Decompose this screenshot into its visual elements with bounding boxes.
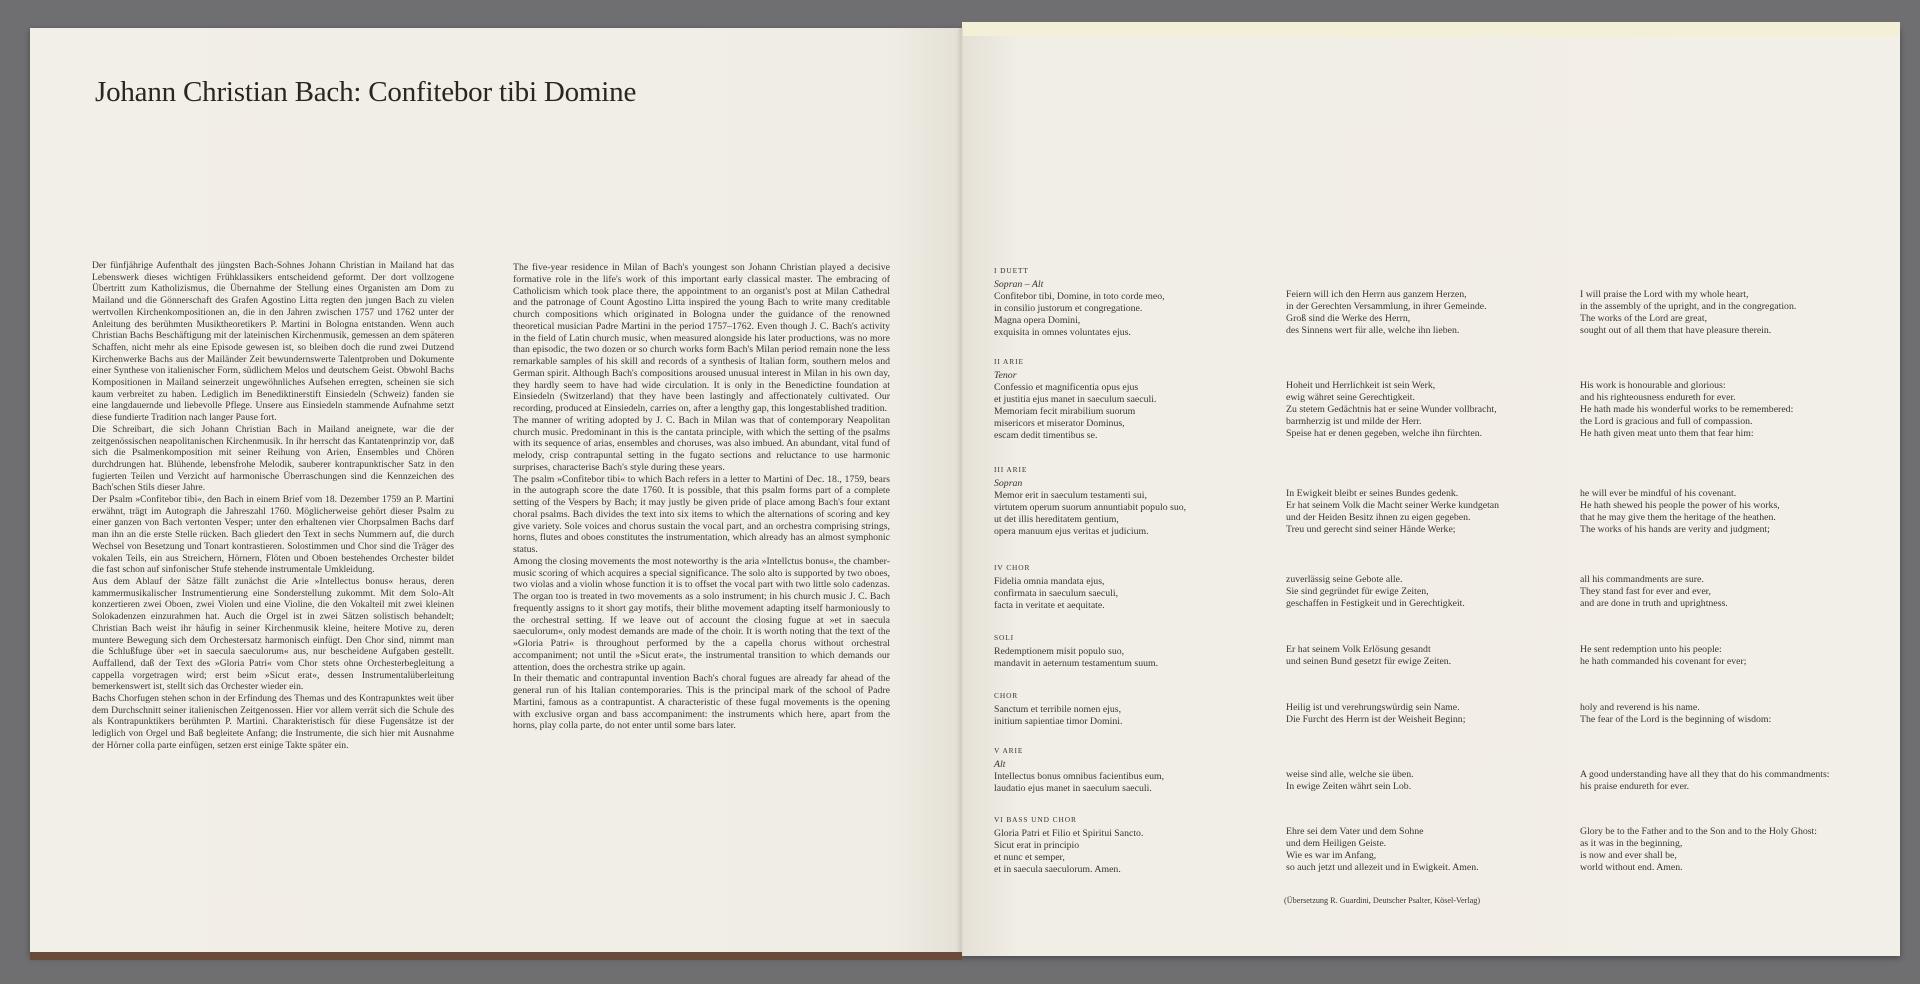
english-line: I will praise the Lord with my whole heart,	[1580, 289, 1749, 300]
latin-line: Redemptionem misit populo suo,	[994, 646, 1125, 657]
german-line: und seinen Bund gesetzt für ewige Zeiten.	[1286, 656, 1452, 667]
german-line: Treu und gerecht sind seiner Hände Werke;	[1286, 524, 1456, 535]
german-block	[1286, 769, 1546, 793]
movement-heading: III ARIE	[994, 465, 1028, 474]
german-paragraph: Aus dem Ablauf der Sätze fällt zunächst die Arie »Intellectus bonus« heraus, deren kammermusikalischer Instrumentierung eine Sonderstellung zukommt. Mit dem Solo-Alt konzertieren zwei Oboen, zwei Violen und eine Violine, die den Vokalteil mit zwei kleinen Solokadenzen einzurahmen hat. Auch die Orgel ist in zwei Sätzen solistisch behandelt; Christian Bach weist ihr häufig in seiner Kirchenmusik kleine, heitere Motive zu, deren muntere Bewegung sich dem Orchestersatz harmonisch einfügt. Den Chor sind, nimmt man die Schlußfuge über »et in saecula saeculorum« aus, nur bescheidene Aufgaben gestellt. Auffallend, daß der Text des »Gloria Patri« vom Chor stets ohne Orchesterbegleitung a cappella vorgetragen wird; erst beim »Sicut erat«, dessen Instrumentalüberleitung bemerkenswert ist, stellt sich das Orchester wieder ein.	[92, 575, 454, 693]
english-line: His work is honourable and glorious:	[1580, 380, 1726, 391]
latin-line: in consilio justorum et congregatione.	[994, 303, 1143, 314]
german-line: Die Furcht des Herrn ist der Weisheit Beginn;	[1286, 714, 1466, 725]
english-line: Glory be to the Father and to the Son and to the Holy Ghost:	[1580, 826, 1817, 837]
english-line: his praise endureth for ever.	[1580, 781, 1690, 792]
english-line: He sent redemption unto his people:	[1580, 644, 1722, 655]
english-line: is now and ever shall be,	[1580, 850, 1677, 861]
latin-line: escam dedit timentibus se.	[994, 430, 1098, 441]
english-line: in the assembly of the upright, and in the congregation.	[1580, 301, 1797, 312]
latin-line: laudatio ejus manet in saeculum saeculi.	[994, 783, 1152, 794]
english-paragraph: The psalm »Confitebor tibi« to which Bach refers in a letter to Martini of Dec. 18., 1759, bears in the autograph score the date 1760. It is possible, that this psalm forms part of a complete setting of the Vespers by Bach; it may justly be given pride of place among Bach's four extant choral psalms. Bach divides the text into six items to which the alternations of scoring and key give variety. Sole voices and chorus sustain the vocal part, and an orchestra comprising strings, horns, flutes and oboes constitutes the instrumentation, which already has an almost symphonic status.	[513, 473, 890, 555]
english-line: The works of the Lord are great,	[1580, 313, 1708, 324]
german-line: In Ewigkeit bleibt er seines Bundes gedenk.	[1286, 488, 1459, 499]
latin-line: Intellectus bonus omnibus facientibus eum,	[994, 771, 1165, 782]
english-line: world without end. Amen.	[1580, 862, 1683, 873]
german-block	[1286, 574, 1546, 610]
german-line: Er hat seinem Volk Erlösung gesandt	[1286, 644, 1431, 655]
english-block	[1580, 826, 1880, 874]
german-line: geschaffen in Festigkeit und in Gerechtigkeit.	[1286, 598, 1465, 609]
latin-line: et justitia ejus manet in saeculum saeculi.	[994, 394, 1157, 405]
latin-block	[994, 632, 1264, 670]
english-line: holy and reverend is his name.	[1580, 702, 1700, 713]
voice-label: Sopran	[994, 478, 1023, 489]
latin-block	[994, 464, 1264, 538]
english-paragraph: The five-year residence in Milan of Bach's youngest son Johann Christian played a decisive formative role in the life's work of this important early classical master. The embracing of Catholicism which took place there, the appointment to an organist's post at Milan Cathedral and the patronage of Count Agostino Litta inspired the young Bach to write many creditable church compositions which originated in Bologna under the guidance of the renowned theoretical musician Padre Martini in the period 1757–1762. Even though J. C. Bach's activity in the field of Latin church music, when measured alongside his later productions, was no more than episodic, the two dozen or so church works form Bach's Milan period remain none the less remarkable samples of his skill and records of a synthesis of Italian form, southern melos and German spirit. Although Bach's compositions aroused unusual interest in Milan in his own day, they hardly seem to have had wide circulation. It is only in the Benedictine foundation at Einsiedeln (Switzerland) that they have been lastingly and affectionately cultivated. Our recording, produced at Einsiedeln, carries on, after a lengthy gap, this longestablished tradition.	[513, 262, 890, 414]
german-line: Groß sind die Werke des Herrn,	[1286, 313, 1411, 324]
english-line: that he may give them the heritage of the heathen.	[1580, 512, 1776, 523]
german-block	[1286, 826, 1546, 874]
german-paragraph: Der fünfjährige Aufenthalt des jüngsten Bach-Sohnes Johann Christian in Mailand hat das Lebenswerk dieses wichtigen Frühklassikers entscheidend geformt. Der dort vollzogene Übertritt zum Katholizismus, die Übernahme der Stellung eines Organisten am Dom zu Mailand und die Gönnerschaft des Grafen Agostino Litta regten den jungen Bach zu vielen wertvollen Kirchenkompositionen an, die in den Jahren zwischen 1757 und 1762 unter der Anleitung des berühmten Musiktheoretikers P. Martini in Bologna entstanden. Wenn auch Christian Bachs Beschäftigung mit der lateinischen Kirchenmusik, gemessen an dem späteren Schaffen, nicht mehr als eine Episode gewesen ist, so bleiben doch die rund zwei Dutzend Kirchenwerke Bachs aus der Mailänder Zeit bewundernswerte Talentproben und Dokumente einer Synthese von italienischer Form, südlichem Melos und deutschem Geist. Obwohl Bachs Kompositionen in Mailand seinerzeit ungewöhnliches Aufsehen erregten, scheinen sie sich kaum verbreitet zu haben. Lediglich im Benediktinerstift Einsiedeln (Schweiz) fanden sie eine langdauernde und liebevolle Pflege. Unsere aus Einsiedeln stammende Aufnahme setzt diese fundierte Tradition nach langer Pause fort.	[92, 260, 454, 424]
german-line: barmherzig ist und milde der Herr.	[1286, 416, 1422, 427]
latin-line: et nunc et semper,	[994, 852, 1065, 863]
german-line: in der Gerechten Versammlung, in ihrer Gemeinde.	[1286, 301, 1487, 312]
english-line: all his commandments are sure.	[1580, 574, 1704, 585]
english-line: The fear of the Lord is the beginning of wisdom:	[1580, 714, 1772, 725]
latin-line: Sicut erat in principio	[994, 840, 1080, 851]
german-block	[1286, 289, 1546, 337]
english-line: They stand fast for ever and ever,	[1580, 586, 1711, 597]
german-block	[1286, 380, 1546, 440]
german-line: so auch jetzt und allezeit und in Ewigkeit. Amen.	[1286, 862, 1479, 873]
english-paragraph: In their thematic and contrapuntal invention Bach's choral fugues are already far ahead of the general run of his Italian contemporaries. This is the principal mark of the school of Padre Martini, famous as a contrapuntist. A characteristic of these fugal movements is the opening with exclusive organ and bass accompaniment: the instruments which here, apart from the horns, play colla parte, do not enter until some bars later.	[513, 673, 890, 732]
english-paragraph: The manner of writing adopted by J. C. Bach in Milan was that of contemporary Neapolitan church music. Predominant in this is the cantata principle, with which the setting of the psalms with its sequence of arias, ensembles and choruses, was also imbued. An abundant, vital fund of melody, crisp contrapuntal setting in the fugato sections and reluctance to use harmonic surprises, characterise Bach's style during these years.	[513, 414, 890, 473]
latin-block	[994, 690, 1264, 728]
german-block	[1286, 702, 1546, 726]
english-block	[1580, 488, 1880, 536]
voice-label: Alt	[994, 759, 1006, 770]
english-block	[1580, 769, 1880, 793]
latin-line: Memor erit in saeculum testamenti sui,	[994, 490, 1147, 501]
german-line: weise sind alle, welche sie üben.	[1286, 769, 1414, 780]
german-line: Er hat seinem Volk die Macht seiner Werke kundgetan	[1286, 500, 1500, 511]
translation-credit: (Übersetzung R. Guardini, Deutscher Psalter, Kösel-Verlag)	[1284, 896, 1481, 905]
movement-heading: VI BASS UND CHOR	[994, 815, 1077, 824]
latin-block	[994, 562, 1264, 612]
english-line: and are done in truth and uprightness.	[1580, 598, 1728, 609]
german-line: ewig währet seine Gerechtigkeit.	[1286, 392, 1415, 403]
german-line: Hoheit und Herrlichkeit ist sein Werk,	[1286, 380, 1436, 391]
german-block	[1286, 488, 1546, 536]
german-line: In ewige Zeiten währt sein Lob.	[1286, 781, 1412, 792]
page-fold	[959, 28, 963, 956]
english-block	[1580, 644, 1880, 668]
english-block	[1580, 702, 1880, 726]
movement-heading: CHOR	[994, 691, 1019, 700]
german-line: Speise hat er denen gegeben, welche ihn fürchten.	[1286, 428, 1483, 439]
latin-line: virtutem operum suorum annuntiabit populo suo,	[994, 502, 1187, 513]
german-line: und der Heiden Besitz ihnen zu eigen gegeben.	[1286, 512, 1471, 523]
english-line: The works of his hands are verity and judgment;	[1580, 524, 1770, 535]
german-line: Heilig ist und verehrungswürdig sein Name.	[1286, 702, 1460, 713]
english-line: he hath commanded his covenant for ever;	[1580, 656, 1747, 667]
cover-edge	[30, 952, 962, 960]
latin-block	[994, 356, 1264, 442]
latin-line: misericors et miserator Dominus,	[994, 418, 1125, 429]
german-paragraph: Der Psalm »Confitebor tibi«, den Bach in einem Brief vom 18. Dezember 1759 an P. Martini erwähnt, trägt im Autograph die Jahreszahl 1760. Möglicherweise gehört dieser Psalm zu einer ganzen von Bach vertonten Vesper; unter den erhaltenen vier Chorpsalmen Bachs darf man ihn an die erste Stelle rücken. Bach gliedert den Text in sechs Nummern auf, die durch Wechsel von Besetzung und Tonart kontrastieren. Solostimmen und Chor sind die Träger des vokalen Teils, ein aus Streichern, Hörnern, Flöten und Oboen bestehendes Orchester bildet die fast schon auf sinfonischer Stufe stehende instrumentale Umkleidung.	[92, 494, 454, 576]
latin-line: confirmata in saeculum saeculi,	[994, 588, 1119, 599]
english-line: A good understanding have all they that do his commandments:	[1580, 769, 1830, 780]
latin-line: exquisita in omnes voluntates ejus.	[994, 327, 1131, 338]
movement-heading: V ARIE	[994, 746, 1024, 755]
movement-heading: IV CHOR	[994, 563, 1031, 572]
latin-line: facta in veritate et aequitate.	[994, 600, 1105, 611]
latin-line: Sanctum et terribile nomen ejus,	[994, 704, 1122, 715]
english-line: and his righteousness endureth for ever.	[1580, 392, 1736, 403]
german-essay	[92, 260, 454, 752]
german-line: Wie es war im Anfang,	[1286, 850, 1377, 861]
english-line: He hath shewed his people the power of his works,	[1580, 500, 1780, 511]
latin-line: et in saecula saeculorum. Amen.	[994, 864, 1121, 875]
latin-line: initium sapientiae timor Domini.	[994, 716, 1123, 727]
german-paragraph: Die Schreibart, die sich Johann Christian Bach in Mailand aneignete, war die der zeitgenössischen neapolitanischen Kirchenmusik. In ihr herrscht das Kantatenprinzip vor, daß sich die Psalmenkomposition mit seiner Reihung von Arien, Ensembles und Chören durchdrungen hat. Blühende, lebensfrohe Melodik, sauberer kontrapunktischer Satz in den fugierten Teilen und Verzicht auf harmonische Überraschungen sind die Kennzeichen des Bach'schen Stils dieser Jahre.	[92, 423, 454, 494]
latin-line: Confessio et magnificentia opus ejus	[994, 382, 1139, 393]
latin-line: mandavit in aeternum testamentum suum.	[994, 658, 1159, 669]
english-line: as it was in the beginning,	[1580, 838, 1683, 849]
german-paragraph: Bachs Chorfugen stehen schon in der Erfindung des Themas und des Kontrapunktes weit über dem Durchschnitt seiner italienischen Zeitgenossen. Hier vor allem verrät sich die Schule des als Kontrapunktikers berühmten P. Martini. Charakteristisch für diese Fugensätze ist der lediglich von Orgel und Baß begleitete Anfang; die Instrumente, die sich hier mit Ausnahme der Hörner colla parte einfügen, setzen erst einige Takte später ein.	[92, 693, 454, 751]
english-paragraph: Among the closing movements the most noteworthy is the aria »Intellctus bonus«, the chamber-music scoring of which acquires a special significance. The solo alto is supported by two oboes, two violas and a violin whose function it is to offset the vocal part with two little solo cadenzas. The organ too is treated in two movements as a solo instrument; in his church music J. C. Bach frequently assigns to it short gay motifs, their blithe movement adapting itself harmoniously to the orchestral setting. If we leave out of account the closing fugue at »et in saecula saeculorum«, only modest demands are made of the choir. It is worth noting that the text of the »Gloria Patri« is throughout performed by the a capella chorus without orchestral accompaniment; not until the »Sicut erat«, the instrumental transition to which demands our attention, does the orchestra strike up again.	[513, 555, 890, 673]
english-essay	[513, 262, 890, 732]
latin-line: ut det illis hereditatem gentium,	[994, 514, 1119, 525]
german-line: zuverlässig seine Gebote alle.	[1286, 574, 1403, 585]
latin-line: Memoriam fecit mirabilium suorum	[994, 406, 1136, 417]
german-line: Ehre sei dem Vater und dem Sohne	[1286, 826, 1424, 837]
english-line: sought out of all them that have pleasure therein.	[1580, 325, 1772, 336]
english-block	[1580, 289, 1880, 337]
movement-heading: SOLI	[994, 633, 1015, 642]
latin-line: Gloria Patri et Filio et Spiritui Sancto.	[994, 828, 1144, 839]
german-line: Feiern will ich den Herrn aus ganzem Herzen,	[1286, 289, 1467, 300]
latin-block	[994, 814, 1264, 876]
english-block	[1580, 380, 1880, 440]
movement-heading: II ARIE	[994, 357, 1024, 366]
english-line: He hath made his wonderful works to be remembered:	[1580, 404, 1794, 415]
latin-line: Magna opera Domini,	[994, 315, 1081, 326]
page-title: Johann Christian Bach: Confitebor tibi Domine	[95, 76, 637, 108]
latin-block	[994, 265, 1264, 339]
latin-line: Confitebor tibi, Domine, in toto corde meo,	[994, 291, 1165, 302]
english-line: he will ever be mindful of his covenant.	[1580, 488, 1737, 499]
german-block	[1286, 644, 1546, 668]
english-block	[1580, 574, 1880, 610]
german-line: und dem Heiligen Geiste.	[1286, 838, 1387, 849]
voice-label: Tenor	[994, 370, 1017, 381]
german-line: des Sinnens wert für alle, welche ihn lieben.	[1286, 325, 1460, 336]
german-line: Zu stetem Gedächtnis hat er seine Wunder vollbracht,	[1286, 404, 1497, 415]
latin-block	[994, 745, 1264, 795]
latin-line: opera manuum ejus veritas et judicium.	[994, 526, 1149, 537]
english-line: the Lord is gracious and full of compassion.	[1580, 416, 1753, 427]
latin-line: Fidelia omnia mandata ejus,	[994, 576, 1105, 587]
voice-label: Sopran – Alt	[994, 279, 1044, 290]
english-line: He hath given meat unto them that fear him:	[1580, 428, 1754, 439]
movement-heading: I DUETT	[994, 266, 1029, 275]
german-line: Sie sind gegründet für ewige Zeiten,	[1286, 586, 1429, 597]
